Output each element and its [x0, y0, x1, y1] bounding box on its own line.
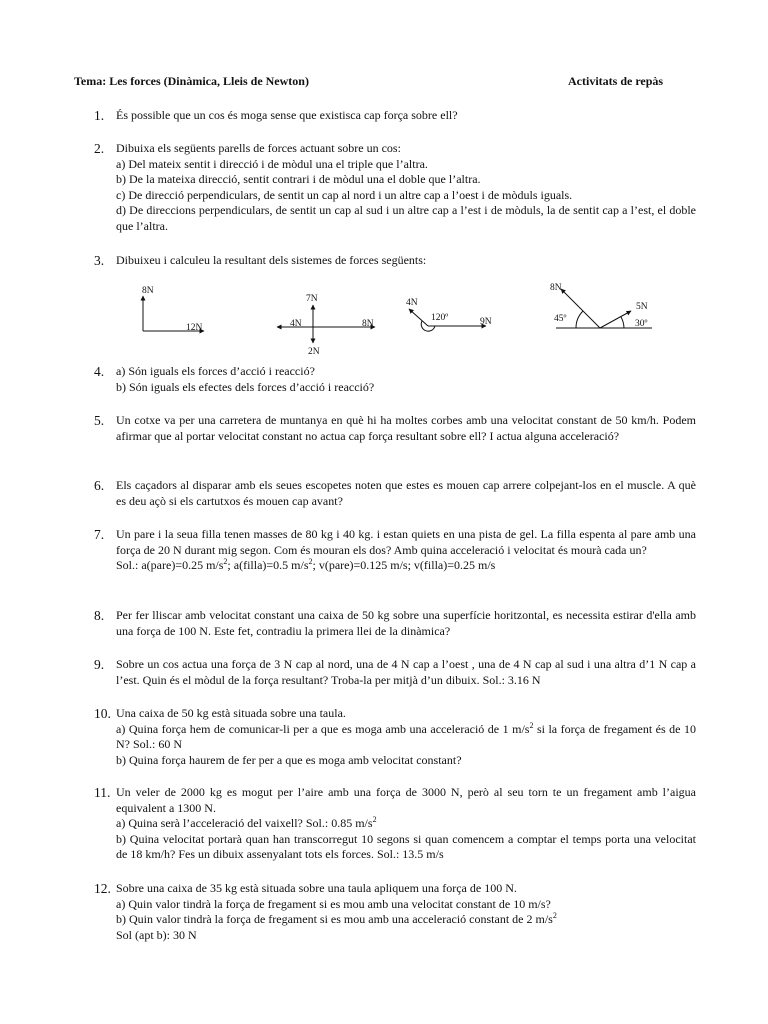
force-label-right: 8N: [362, 319, 374, 329]
force-vector-right: [600, 311, 631, 328]
question-text: És possible que un cos és moga sense que existisca cap força sobre ell?: [116, 108, 458, 122]
question-2: [94, 141, 696, 234]
question-text: Sobre una caixa de 35 kg està situada sobre una taula apliquem una força de 100 N.: [116, 881, 517, 895]
angle-label: 120º: [431, 313, 449, 323]
question-3: [94, 253, 696, 269]
question-8: [94, 608, 696, 639]
force-label-down: 2N: [308, 347, 320, 357]
question-item: b) Quina velocitat portarà quan han transcorregut 10 segons si quan comencem a comptar el temps porta una velocitat de 18 km/h? Fes un dibuix assenyalant tots els forces. Sol.: 13.5 m/s: [116, 831, 696, 861]
solution-text: Sol (apt b): 30 N: [116, 927, 197, 942]
force-diagram-2: [277, 294, 375, 357]
question-number: 4.: [94, 364, 105, 379]
force-label-left: 8N: [550, 283, 562, 293]
question-item: d) De direccions perpendiculars, de sentit un cap al sud i un altre cap a l’est i de mòduls, la de sentit cap a l’est, el doble que l’altra.: [116, 203, 696, 233]
question-text: Dibuixa els següents parells de forces actuant sobre un cos:: [116, 141, 401, 155]
question-number: 1.: [94, 108, 105, 123]
question-text: Un veler de 2000 kg es mogut per l’aire amb una força de 3000 N, però al seu torn te un fregament amb l’aigua equivalent a 1300 N.: [116, 785, 696, 815]
question-7: [94, 527, 696, 574]
force-diagram-3: [406, 298, 492, 331]
question-number: 10.: [94, 706, 111, 721]
question-11: [94, 785, 696, 863]
angle-label-left: 45º: [554, 314, 567, 324]
question-number: 7.: [94, 527, 105, 542]
question-text: Per fer lliscar amb velocitat constant una caixa de 50 kg sobre una superfície horitzontal, es necessita estirar d'ella amb una força de 100 N. Este fet, contradiu la primera llei de la dinàmica?: [116, 608, 696, 638]
force-diagram-1: [142, 286, 204, 333]
question-number: 12.: [94, 881, 111, 896]
question-number: 3.: [94, 253, 105, 268]
question-item: a) Són iguals els forces d’acció i reacció?: [116, 364, 315, 378]
question-item: b) Quina força haurem de fer per a que es moga amb velocitat constant?: [116, 752, 462, 767]
question-text: Dibuixeu i calculeu la resultant dels sistemes de forces següents:: [116, 253, 427, 267]
force-vector-left: [409, 309, 428, 326]
angle-arc-right: [621, 317, 624, 328]
question-text: Un pare i la seua filla tenen masses de 80 kg i 40 kg. i estan quiets en una pista de gel. La filla espenta al pare amb una força de 20 N durant mig segon. Com és mouran els dos? Amb quina acceleració i velocitat és mourà cada un?: [116, 527, 696, 557]
question-number: 8.: [94, 608, 105, 623]
question-text: Un cotxe va per una carretera de muntanya en què hi ha moltes corbes amb una velocitat constant de 50 km/h. Podem afirmar que al portar velocitat constant no actua cap força resultant sobre ell? I actua alguna acceleració?: [116, 413, 696, 443]
page-title: Tema: Les forces (Dinàmica, Lleis de Newton): [74, 74, 309, 88]
force-label-up: 7N: [306, 294, 318, 304]
question-text: Els caçadors al disparar amb els seues escopetes noten que estes es mouen cap arrere colpejant-los en el muscle. A què es deu açò si els cartutxos és mouen cap avant?: [116, 478, 696, 508]
question-9: [94, 657, 696, 688]
force-diagrams: [0, 280, 768, 360]
question-6: [94, 478, 696, 509]
force-label-up: 8N: [142, 286, 154, 296]
force-label-left: 4N: [290, 319, 302, 329]
question-item: a) Quina força hem de comunicar-li per a que es moga amb una acceleració de 1 $m/s^2$ si la força de fregament és de 10 N? Sol.: 60 N: [116, 720, 696, 751]
force-diagram-4: [550, 283, 652, 329]
question-item: b) Quin valor tindrà la força de fregament si es mou amb una acceleració constant de 2 $m/s^2$: [116, 911, 557, 926]
force-label-left: 4N: [406, 298, 418, 308]
question-item: a) Quina serà l’acceleració del vaixell? Sol.: 0.85 $m/s^2$: [116, 815, 377, 830]
page-header: [74, 74, 674, 89]
question-number: 2.: [94, 141, 105, 156]
question-item: a) Del mateix sentit i direcció i de mòdul una el triple que l’altra.: [116, 156, 428, 171]
question-item: b) Són iguals els efectes dels forces d’acció i reacció?: [116, 379, 375, 394]
angle-label-right: 30º: [635, 319, 648, 329]
question-number: 5.: [94, 413, 105, 428]
solution-text: Sol.: a(pare)=0.25 $m/s^2$; a(filla)=0.5 $m/s^2$; v(pare)=0.125 m/s; v(filla)=0.25 m/s: [116, 557, 496, 572]
question-5: [94, 413, 696, 444]
question-item: b) De la mateixa direcció, sentit contrari i de mòdul una el doble que l’altra.: [116, 172, 481, 186]
question-text: Una caixa de 50 kg està situada sobre una taula.: [116, 706, 346, 720]
question-number: 6.: [94, 478, 105, 493]
question-item: a) Quin valor tindrà la força de fregament si es mou amb una velocitat constant de 10 m/s?: [116, 896, 551, 911]
force-label-right: 9N: [480, 317, 492, 327]
question-4: [94, 364, 696, 395]
angle-arc-left: [576, 311, 583, 328]
question-number: 11.: [94, 785, 111, 800]
question-12: [94, 881, 696, 943]
force-label-right: 5N: [636, 302, 648, 312]
force-label-right: 12N: [186, 323, 203, 333]
question-text: Sobre un cos actua una força de 3 N cap al nord, una de 4 N cap a l’oest , una de 4 N cap al sud i una altra d’1 N cap a l’est. Quin és el mòdul de la força resultant? Troba-la per mitjà d’un dibuix. Sol.: 3.16 N: [116, 657, 696, 687]
force-vector-left: [561, 289, 600, 328]
page-subtitle: Activitats de repàs: [568, 74, 664, 88]
question-10: [94, 706, 696, 768]
question-number: 9.: [94, 657, 105, 672]
question-1: [94, 108, 696, 124]
question-item: c) De direcció perpendiculars, de sentit un cap al nord i un altre cap a l’oest i de mòduls iguals.: [116, 187, 573, 202]
